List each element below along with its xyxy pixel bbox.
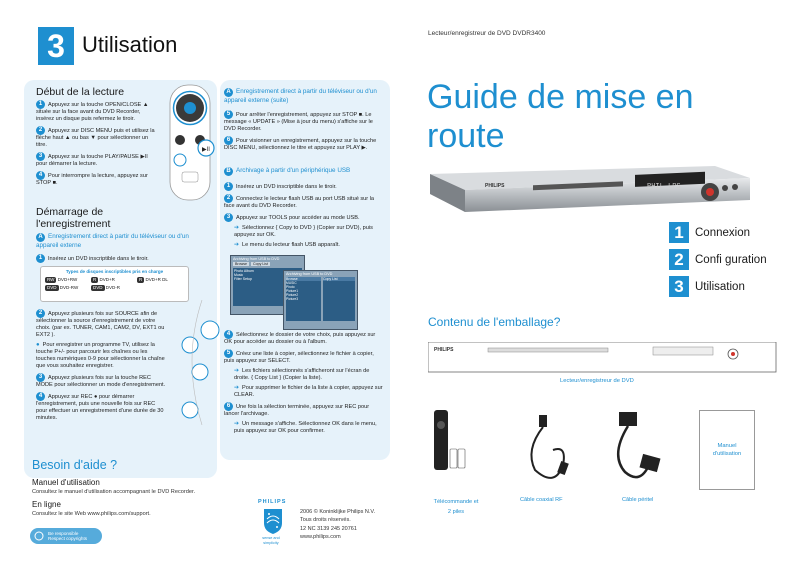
usb-screen-2	[283, 270, 358, 330]
screen-title: Archiving from USB to DVD	[286, 272, 333, 276]
list-item: 2 Appuyez sur DISC MENU puis et utilisez la flèche haut ▲ ou bas ▼ pour sélectionner un titre.	[36, 127, 155, 148]
screen-title: Archiving from USB to DVD	[233, 257, 280, 261]
screen-row: Photo	[286, 285, 295, 289]
disc-type: R DVD+R DL	[139, 277, 168, 283]
svg-text:PHIL LPS: PHIL LPS	[647, 183, 681, 191]
demarrage-title: Démarrage de l'enregistrement	[36, 206, 111, 230]
screen-row: MUSIC	[286, 281, 297, 285]
screen-row: Picture3	[286, 297, 299, 301]
manual-label: Manuel d'utilisation	[712, 443, 742, 457]
list-item: 6 Pour visionner un enregistrement, appuyez sur la touche DISC MENU, sélectionnez le titre et appuyez sur PLAY ▶.	[224, 137, 377, 151]
screen-item: Filter Setup	[234, 277, 252, 281]
philips-shield-logo	[262, 505, 284, 535]
guide-title: Guide de mise en route	[427, 78, 694, 155]
secB-steps-2	[224, 330, 384, 438]
item-remote-caption: Télécommande et 2 piles	[433, 499, 479, 515]
recycle-icon	[34, 531, 44, 541]
list-item: ➔ Les fichiers sélectionnés s'afficheront sur l'écran de droite. { Copy List } (Copier la liste).	[234, 368, 370, 381]
screen-item: Photo Album	[234, 269, 254, 273]
list-item: 1 Insérez un DVD inscriptible dans le tiroir.	[224, 182, 384, 191]
help-manual-title: Manuel d'utilisation	[32, 478, 100, 487]
screen-item: Browse	[235, 262, 247, 266]
svg-text:▶II: ▶II	[202, 147, 210, 153]
svg-text:PHILIPS: PHILIPS	[434, 347, 454, 353]
badge-a: A	[224, 88, 233, 97]
screen-column-header: Browse	[286, 277, 321, 281]
list-item: ➔ Sélectionnez { Copy to DVD } (Copier sur DVD), puis appuyez sur OK.	[234, 225, 373, 238]
help-online-text: Consultez le site Web www.philips.com/support.	[32, 511, 151, 517]
list-item: 5 Créez une liste à copier, sélectionnez le fichier à copier, puis appuyez sur SELECT.	[224, 350, 374, 364]
screen-item: Music	[234, 273, 244, 277]
item-coax-caption: Câble coaxial RF	[520, 497, 563, 503]
disc-type: DVD DVD-R	[93, 285, 121, 291]
remote-control-image	[432, 405, 482, 470]
remote-control-illustration	[158, 80, 218, 205]
scart-cable-image	[605, 410, 665, 490]
dvd-caption: Lecteur/enregistreur de DVD	[560, 378, 634, 384]
screen-row: Picture1	[286, 289, 299, 293]
disc-type: DVD DVD-RW	[47, 285, 79, 291]
badge-a: A	[36, 233, 45, 242]
secB-title: B Archivage à partir d'un périphérique USB	[224, 167, 384, 176]
demarrage-step1: 1 Insérez un DVD inscriptible dans le tiroir.	[36, 254, 196, 263]
list-item: ➔ Un message s'affiche. Sélectionnez OK dans le menu, puis appuyez sur OK pour confirmer.	[234, 421, 377, 434]
list-item: 4 Pour interrompre la lecture, appuyez sur STOP ■.	[36, 172, 148, 186]
item-scart-caption: Câble péritel	[622, 497, 654, 503]
toc	[669, 222, 767, 297]
list-item: ● Pour enregistrer un programme TV, utilisez la touche P+/- pour parcourir les chaînes ou les touches numériques 0-9 pour sélectionner la chaîne que vous souhaitez enregistrer.	[36, 342, 165, 369]
list-item: 3 Appuyez sur TOOLS pour accéder au mode USB.	[224, 213, 384, 222]
philips-tagline: sense and simplicity	[262, 536, 280, 545]
disc-type: RW DVD+RW	[47, 277, 78, 283]
secA-steps	[224, 110, 384, 155]
list-item: 4 Sélectionnez le dossier de votre choix, puis appuyez sur OK pour accéder au dossier ou à l'album.	[224, 331, 376, 345]
list-item: 2 Appuyez plusieurs fois sur SOURCE afin de sélectionner la source d'enregistrement de votre choix. (par ex. TUNER, CAM1, CAM2, DV, EXT1 ou EXT2 ).	[36, 310, 165, 338]
device-display-text: PHILIPS	[485, 183, 505, 189]
list-item: ➔ Le menu du lecteur flash USB apparaît.	[234, 242, 340, 248]
list-item: 1 Appuyez sur la touche OPEN/CLOSE ▲ située sur la face avant du DVD Recorder, insérez un disque puis refermez le tiroir.	[36, 101, 149, 122]
section-number-badge: 3	[38, 27, 74, 65]
toc-item[interactable]: 2 Confi guration	[669, 249, 767, 270]
list-item: 4 Appuyez sur REC ● pour démarrer l'enregistrement, puis une nouvelle fois sur REC pour effectuer un enregistrement d'une durée de 30 minutes.	[36, 393, 164, 421]
debut-title: Début de la lecture	[36, 86, 125, 98]
recycle-badge: Be responsible Respect copyrights	[30, 528, 102, 544]
secB-steps	[224, 182, 384, 252]
coaxial-cable-image	[515, 410, 575, 490]
screen-item: Copy List	[252, 262, 268, 266]
dvd-recorder-image	[425, 160, 755, 215]
list-item: 6 Une fois la sélection terminée, appuyez sur REC pour lancer l'archivage.	[224, 403, 370, 417]
toc-item[interactable]: 1 Connexion	[669, 222, 767, 243]
list-item: 3 Appuyez plusieurs fois sur la touche REC MODE pour sélectionner un mode d'enregistrement.	[36, 374, 166, 388]
list-item: ➔ Pour supprimer le fichier de la liste à copier, appuyez sur CLEAR.	[234, 385, 383, 398]
disc-type: R DVD+R	[93, 277, 115, 283]
disc-types-box	[40, 266, 189, 302]
secA-title: A Enregistrement direct à partir du téléviseur ou d'un appareil externe (suite)	[224, 88, 377, 104]
disc-types-title: Types de disques inscriptibles pris en charge	[65, 269, 164, 274]
contents-title: Contenu de l'emballage?	[428, 315, 561, 329]
help-title: Besoin d'aide ?	[32, 458, 118, 472]
product-line: Lecteur/enregistreur de DVD DVDR3400	[428, 30, 546, 37]
philips-brand: PHILIPS	[258, 499, 287, 505]
debut-steps	[36, 100, 156, 190]
demarrage-subtitle: A Enregistrement direct à partir du téléviseur ou d'un appareil externe	[36, 233, 189, 249]
list-item: 3 Appuyez sur la touche PLAY/PAUSE ▶II pour démarrer la lecture.	[36, 153, 148, 167]
demarrage-steps	[36, 309, 166, 425]
user-manual-image	[699, 410, 755, 490]
help-manual-text: Consultez le manuel d'utilisation accompagnant le DVD Recorder.	[32, 489, 196, 495]
screen-column-header: Copy List	[323, 277, 355, 281]
list-item: 2 Connectez le lecteur flash USB au port USB situé sur la face avant du DVD Recorder.	[224, 195, 375, 209]
dvd-front-image	[428, 342, 778, 374]
list-item: 5 Pour arrêter l'enregistrement, appuyez sur STOP ■. Le message « UPDATE » (Mise à jour du menu) s'affiche sur le DVD Recorder.	[224, 111, 373, 132]
help-online-title: En ligne	[32, 500, 61, 509]
remote-buttons-illustration	[172, 300, 222, 425]
section-title: Utilisation	[82, 32, 178, 57]
badge-b: B	[224, 167, 233, 176]
screen-row: Picture2	[286, 293, 299, 297]
toc-item[interactable]: 3 Utilisation	[669, 276, 767, 297]
footer-info: 2006 © Koninklijke Philips N.V. Tous droits réservés. 12 NC 3139 245 20761 www.philips.com	[300, 509, 376, 540]
